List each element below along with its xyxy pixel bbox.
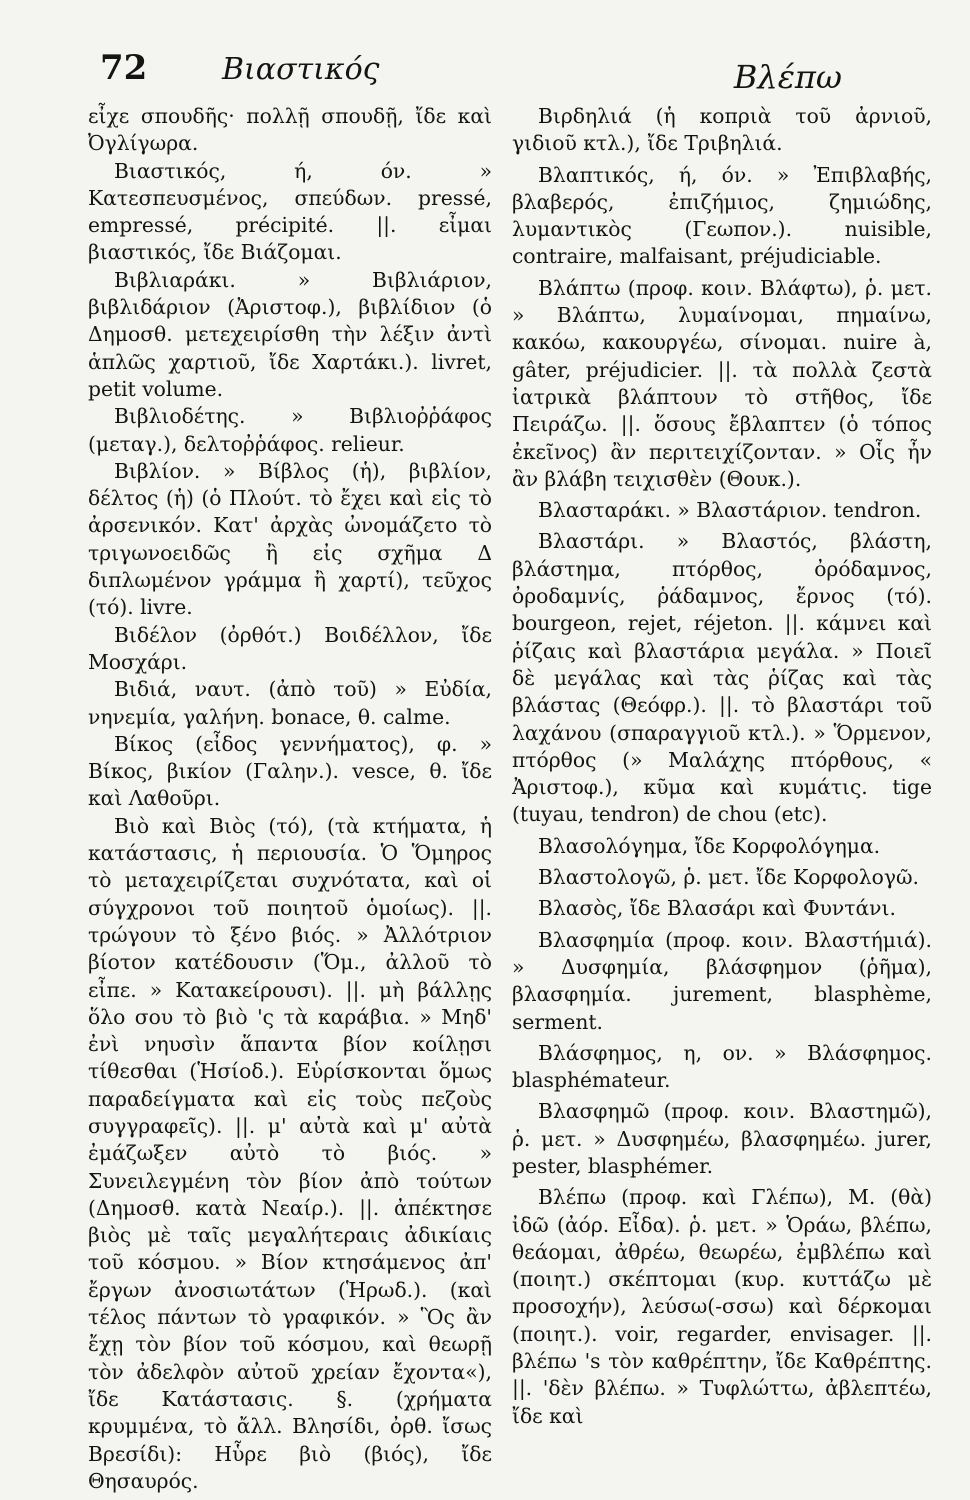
header-first-word: Βιαστικός — [222, 52, 380, 87]
page-number: 72 — [100, 48, 148, 88]
dictionary-entry: Βίκος (εἶδος γεννήματος), φ. » Βίκος, βικίον (Γαλην.). vesce, θ. ἴδε καὶ Λαθοῦρι. — [88, 731, 492, 811]
dictionary-entry: Βιβλίον. » Βίβλος (ἡ), βιβλίον, δέλτος (ἡ) (ὁ Πλούτ. τὸ ἔχει καὶ εἰς τὸ ἀρσενικόν. Κατ' ἀρχὰς ὠνομάζετο τὸ τριγωνοειδῶς ἢ εἰς σχῆμα Δ διπλωμένον γράμμα ἢ χαρτί), τεῦχος (τό). livre. — [88, 458, 492, 620]
dictionary-entry: Βλαστάρι. » Βλαστός, βλάστη, βλάστημα, πτόρθος, ὀρόδαμνος, ὀροδαμνίς, ῥάδαμνος, ἔρνος (τό). bourgeon, rejet, réjeton. ||. κάμνει καὶ ῥίζαις καὶ βλαστάρια μεγάλα. » Ποιεῖ δὲ μεγάλας καὶ τὰς ῥίζας καὶ τὰς βλάστας (Θεόφρ.). ||. τὸ βλαστάρι τοῦ λαχάνου (σπαραγγιοῦ κτλ.). » Ὅρμενον, πτόρθος (» Μαλάχης πτόρθους, « Ἀριστοφ.), κῦμα καὶ κυμάτις. tige (tuyau, tendron) de chou (etc). — [512, 529, 932, 827]
dictionary-entry: Βιρδηλιά (ἡ κοπριὰ τοῦ ἀρνιοῦ, γιδιοῦ κτλ.), ἴδε Τριβηλιά. — [512, 104, 932, 156]
dictionary-entry: Βιαστικός, ή, όν. » Κατεσπευσμένος, σπεύδων. pressé, empressé, précipité. ||. εἶμαι βιαστικός, ἴδε Βιάζομαι. — [88, 158, 492, 265]
dictionary-entry: Βλασολόγημα, ἴδε Κορφολόγημα. — [538, 833, 881, 858]
dictionary-entry: Βλασφημῶ (προφ. κοιν. Βλαστημῶ), ῥ. μετ. » Δυσφημέω, βλασφημέω. jurer, pester, blasphémer. — [512, 1099, 932, 1178]
right-column — [512, 103, 932, 1434]
dictionary-entry: Βλέπω (προφ. καὶ Γλέπω), Μ. (θὰ) ἰδῶ (ἀόρ. Εἶδα). ῥ. μετ. » Ὁράω, βλέπω, θεάομαι, ἀθρέω, θεωρέω, ἐμβλέπω καὶ (ποιητ.) σκέπτομαι (κυρ. κυττάζω μὲ προσοχήν), λεύσω(-σσω) καὶ δέρκομαι (ποιητ.). voir, regarder, envisager. ||. βλέπω 's τὸν καθρέπτην, ἴδε Καθρέπτης. ||. 'δὲν βλέπω. » Τυφλώττω, ἀβλεπτέω, ἴδε καὶ — [512, 1185, 932, 1428]
dictionary-entry: Βλασφημία (προφ. κοιν. Βλαστήμιά). » Δυσφημία, βλάσφημον (ῥῆμα), βλασφημία. jurement, blasphème, serment. — [512, 927, 932, 1034]
dictionary-entry: Βλάπτω (προφ. κοιν. Βλάφτω), ῥ. μετ. » Βλάπτω, λυμαίνομαι, πημαίνω, κακόω, κακουργέω, σίνομαι. nuire à, gâter, préjudicier. ||. τὰ πολλὰ ζεστὰ ἰατρικὰ βλάπτουν τὸ στῆθος, ἴδε Πειράζω. ||. ὅσους ἔβλαπτεν (ὁ τόπος ἐκεῖνος) ἂν περιτειχίζονταν. » Οἷς ἦν ἂν βλάβη τειχισθὲν (Θουκ.). — [512, 275, 932, 491]
dictionary-entry: Βιδιά, ναυτ. (ἀπὸ τοῦ) » Εὐδία, νηνεμία, γαλήνη. bonace, θ. calme. — [88, 677, 492, 729]
page-header — [0, 48, 970, 98]
dictionary-entry: Βιβλιοδέτης. » Βιβλιοῤῥάφος (μεταγ.), δελτοῤῥάφος. relieur. — [88, 404, 492, 456]
dictionary-entry: εἶχε σπουδῆς· πολλῇ σπουδῇ, ἴδε καὶ Ὀγλίγωρα. — [88, 104, 492, 156]
dictionary-entry: Βλασὸς, ἴδε Βλασάρι καὶ Φυντάνι. — [538, 896, 896, 921]
left-column — [88, 103, 492, 1495]
dictionary-entry: Βλασταράκι. » Βλαστάριον. tendron. — [538, 498, 922, 523]
dictionary-entry: Βιὸ καὶ Βιὸς (τό), (τὰ κτήματα, ἡ κατάστασις, ἡ περιουσία. Ὁ Ὅμηρος τὸ μεταχειρίζεται συχνότατα, καὶ οἱ σύγχρονοι τοῦ ποιητοῦ ὁμοίως). ||. τρώγουν τὸ ξένο βιός. » Ἀλλότριον βίοτον κατέδουσιν (Ὅμ., ἀλλοῦ τὸ εἶπε. » Κατακείρουσι). ||. μὴ βάλλῃς ὅλο σου τὸ βιὸ 'ς τὰ καράβια. » Μηδ' ἐνὶ νηυσὶν ἅπαντα βίον κοίλῃσι τίθεσθαι (Ἡσίοδ.). Εὑρίσκονται ὅμως παραδείγματα καὶ εἰς τοὺς πεζοὺς συγγραφεῖς). ||. μ' αὐτὰ καὶ μ' αὐτὰ ἐμάζωξεν αὐτὸ τὸ βιός. » Συνειλεγμένη τὸν βίον ἀπὸ τούτων (Δημοσθ. κατὰ Νεαίρ.). ||. ἀπέκτησε βιὸς μὲ ταῖς μεγαλήτεραις ἀδικίαις τοῦ κόσμου. » Βίον κτησάμενος ἀπ' ἔργων ἀνοσιωτάτων (Ἡρωδ.). (καὶ τέλος πάντων τὸ γραφικόν. » Ὃς ἂν ἔχῃ τὸν βίον τοῦ κόσμου, καὶ θεωρῇ τὸν ἀδελφὸν αὐτοῦ χρείαν ἔχοντα«), ἴδε Κατάστασις. §. (χρήματα κρυμμένα, τὸ ἄλλ. Βλησίδι, ὀρθ. ἴσως Βρεσίδι): Ηὗρε βιὸ (βιός), ἴδε Θησαυρός. — [88, 813, 492, 1493]
dictionary-entry: Βιδέλον (ὀρθότ.) Βοιδέλλον, ἴδε Μοσχάρι. — [88, 622, 492, 674]
header-last-word: Βλέπω — [733, 58, 842, 96]
dictionary-entry: Βλαπτικός, ή, όν. » Ἐπιβλαβής, βλαβερός, ἐπιζήμιος, ζημιώδης, λυμαντικὸς (Γεωπον.). nuisible, contraire, malfaisant, préjudiciable. — [512, 162, 932, 269]
dictionary-entry: Βλαστολογῶ, ῥ. μετ. ἴδε Κορφολογῶ. — [538, 865, 919, 890]
dictionary-entry: Βιβλιαράκι. » Βιβλιάριον, βιβλιδάριον (Ἀριστοφ.), βιβλίδιον (ὁ Δημοσθ. μετεχειρίσθη τὴν λέξιν ἀντὶ ἁπλῶς χαρτιοῦ, ἴδε Χαρτάκι.). livret, petit volume. — [88, 267, 492, 401]
dictionary-entry: Βλάσφημος, η, ον. » Βλάσφημος. blasphémateur. — [512, 1040, 932, 1093]
